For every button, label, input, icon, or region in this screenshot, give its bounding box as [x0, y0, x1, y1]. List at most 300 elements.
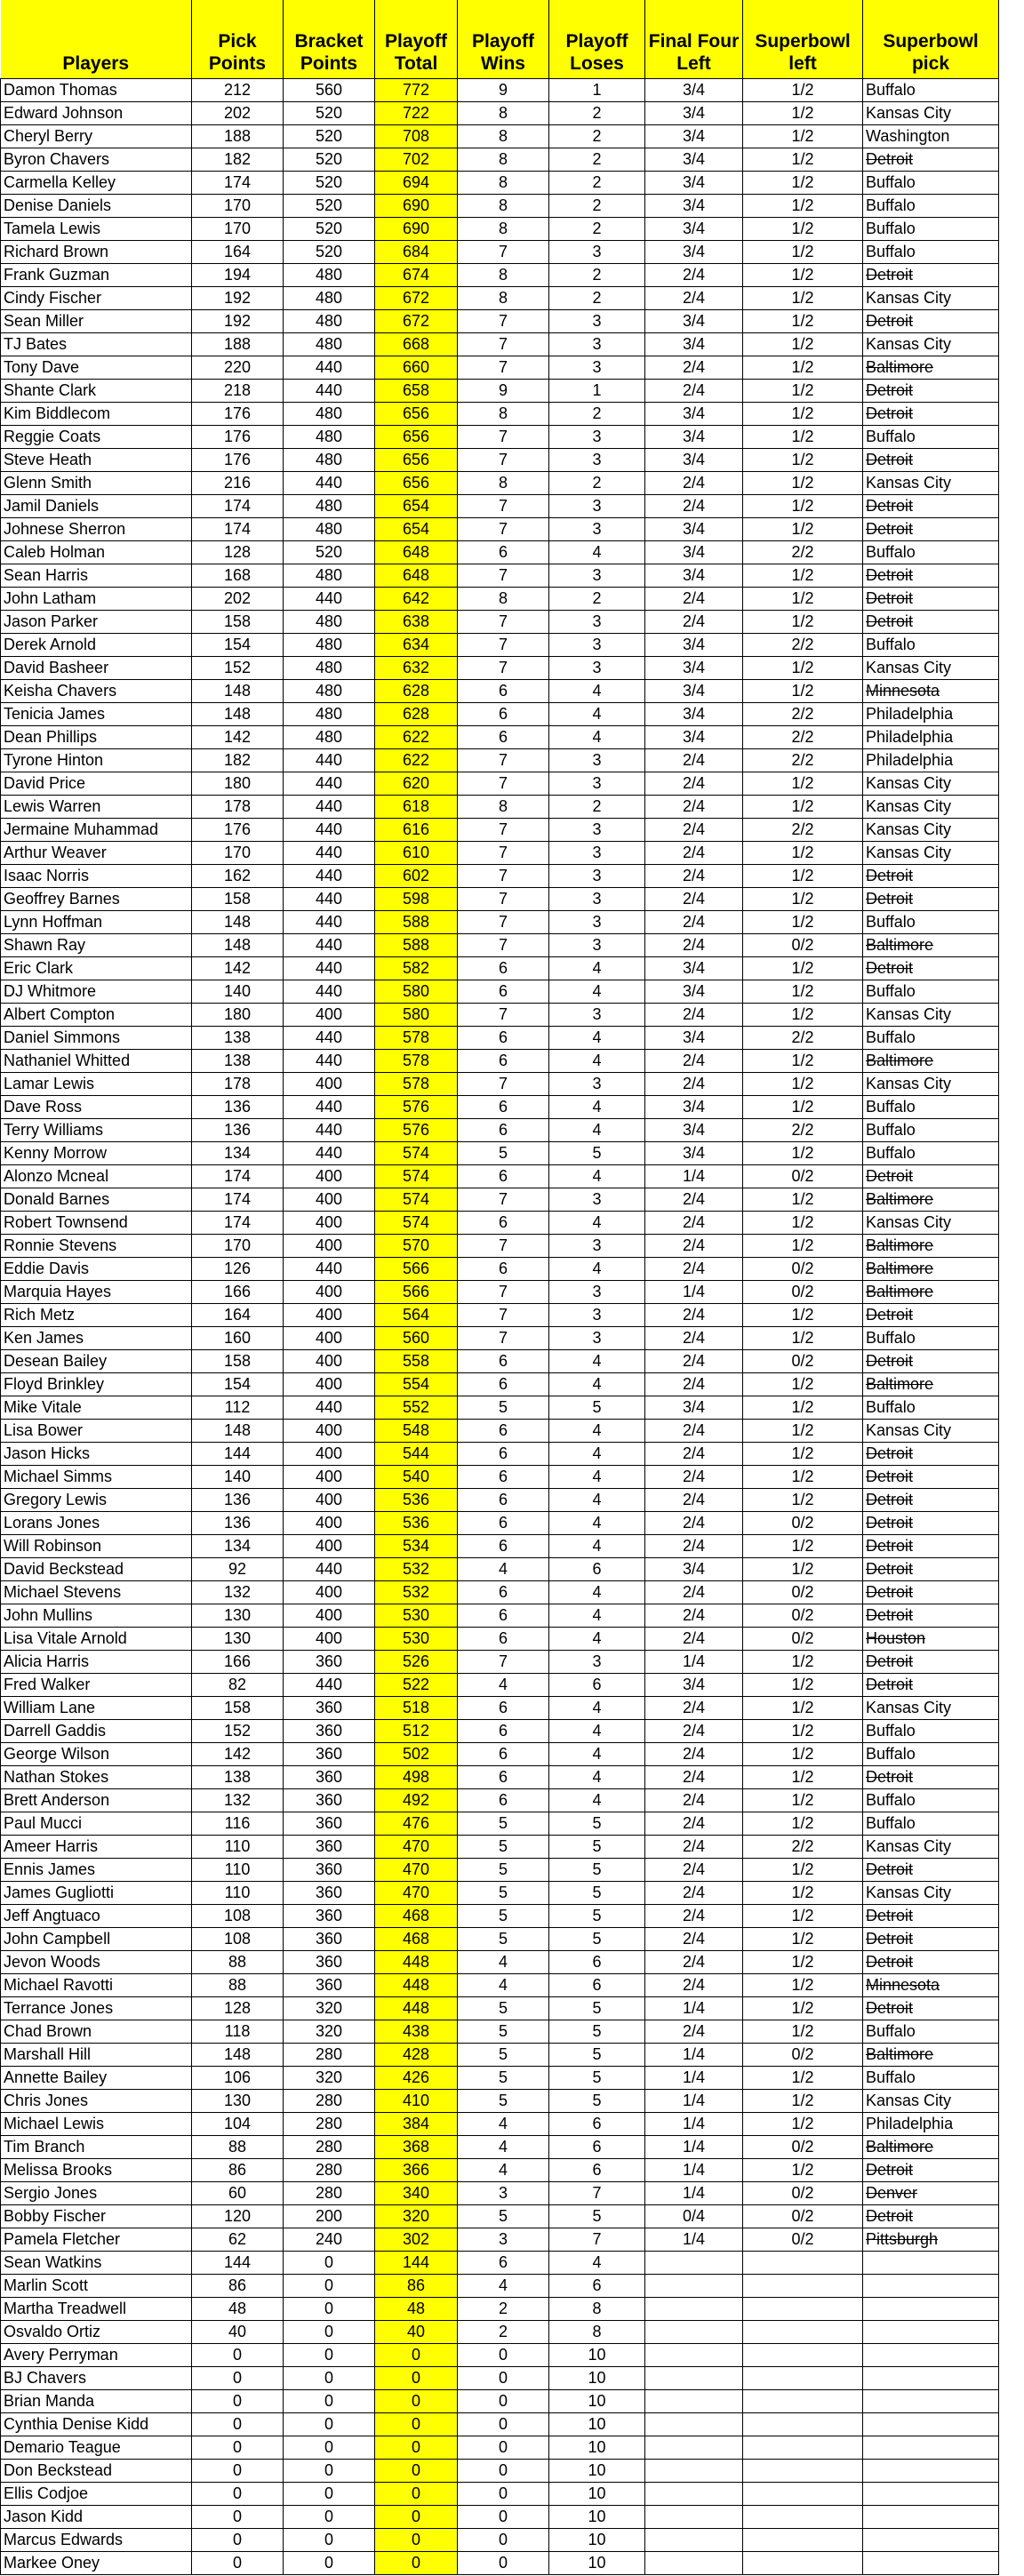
- superbowl-pick-cell: [863, 2275, 999, 2298]
- superbowl-pick-cell: Detroit: [863, 1512, 999, 1535]
- table-row: [1, 403, 999, 426]
- final-four-left-cell: 2/4: [645, 356, 743, 380]
- player-name-cell: Cheryl Berry: [1, 125, 192, 148]
- playoff-total-cell: 540: [375, 1466, 458, 1489]
- player-name-cell: Tony Dave: [1, 356, 192, 380]
- final-four-left-cell: 2/4: [645, 819, 743, 842]
- playoff-wins-cell: 0: [458, 2552, 549, 2575]
- player-name-cell: Rich Metz: [1, 1304, 192, 1327]
- player-name-cell: Bobby Fischer: [1, 2205, 192, 2228]
- superbowl-pick-cell: Detroit: [863, 1489, 999, 1512]
- playoff-wins-cell: 6: [458, 1489, 549, 1512]
- superbowl-pick-cell: Detroit: [863, 1928, 999, 1951]
- superbowl-left-cell: 1/2: [743, 1396, 863, 1420]
- final-four-left-cell: 3/4: [645, 79, 743, 102]
- superbowl-pick-cell: Detroit: [863, 1581, 999, 1604]
- playoff-loses-cell: 5: [549, 2044, 645, 2067]
- bracket-points-cell: 440: [284, 380, 375, 403]
- pick-points-cell: 136: [192, 1119, 284, 1142]
- pick-points-cell: 154: [192, 634, 284, 657]
- playoff-total-cell: 642: [375, 588, 458, 611]
- superbowl-pick-cell: Detroit: [863, 588, 999, 611]
- superbowl-left-cell: 1/2: [743, 426, 863, 449]
- superbowl-left-cell: 1/2: [743, 1535, 863, 1558]
- playoff-wins-cell: 6: [458, 680, 549, 703]
- playoff-total-cell: 656: [375, 449, 458, 472]
- bracket-points-cell: 480: [284, 634, 375, 657]
- final-four-left-cell: 2/4: [645, 1535, 743, 1558]
- pick-points-cell: 218: [192, 380, 284, 403]
- pick-points-cell: 170: [192, 842, 284, 865]
- playoff-wins-cell: 5: [458, 1396, 549, 1420]
- player-name-cell: Alicia Harris: [1, 1651, 192, 1674]
- superbowl-pick-cell: Buffalo: [863, 1142, 999, 1165]
- playoff-total-cell: 428: [375, 2044, 458, 2067]
- table-row: [1, 1882, 999, 1905]
- superbowl-left-cell: 1/2: [743, 148, 863, 172]
- playoff-total-cell: 580: [375, 980, 458, 1004]
- final-four-left-cell: 2/4: [645, 1258, 743, 1281]
- player-name-cell: Martha Treadwell: [1, 2298, 192, 2321]
- player-name-cell: Fred Walker: [1, 1674, 192, 1697]
- final-four-left-cell: 2/4: [645, 1489, 743, 1512]
- superbowl-left-cell: 0/2: [743, 1165, 863, 1188]
- table-row: [1, 1420, 999, 1443]
- playoff-wins-cell: 5: [458, 1905, 549, 1928]
- final-four-left-cell: [645, 2413, 743, 2436]
- playoff-loses-cell: 6: [549, 2159, 645, 2182]
- table-row: [1, 1674, 999, 1697]
- playoff-loses-cell: 3: [549, 772, 645, 796]
- superbowl-left-cell: 1/2: [743, 1489, 863, 1512]
- playoff-loses-cell: 4: [549, 980, 645, 1004]
- playoff-wins-cell: 5: [458, 1928, 549, 1951]
- table-row: [1, 1558, 999, 1581]
- superbowl-pick-cell: Detroit: [863, 310, 999, 333]
- playoff-loses-cell: 3: [549, 911, 645, 934]
- table-row: [1, 1188, 999, 1212]
- playoff-loses-cell: 7: [549, 2182, 645, 2205]
- bracket-points-cell: 560: [284, 79, 375, 102]
- playoff-loses-cell: 10: [549, 2390, 645, 2413]
- player-name-cell: Ken James: [1, 1327, 192, 1350]
- table-row: [1, 1396, 999, 1420]
- playoff-total-cell: 578: [375, 1050, 458, 1073]
- final-four-left-cell: 3/4: [645, 241, 743, 264]
- pick-points-cell: 86: [192, 2159, 284, 2182]
- superbowl-left-cell: 1/2: [743, 1766, 863, 1789]
- playoff-loses-cell: 4: [549, 1697, 645, 1720]
- superbowl-pick-cell: Kansas City: [863, 1882, 999, 1905]
- playoff-loses-cell: 3: [549, 518, 645, 541]
- pick-points-cell: 120: [192, 2205, 284, 2228]
- playoff-total-cell: 708: [375, 125, 458, 148]
- pick-points-cell: 178: [192, 1073, 284, 1096]
- playoff-loses-cell: 4: [549, 1443, 645, 1466]
- final-four-left-cell: 2/4: [645, 2020, 743, 2044]
- bracket-points-cell: 360: [284, 1789, 375, 1812]
- superbowl-left-cell: 1/2: [743, 1050, 863, 1073]
- playoff-wins-cell: 5: [458, 2044, 549, 2067]
- table-row: [1, 1743, 999, 1766]
- playoff-total-cell: 674: [375, 264, 458, 287]
- final-four-left-cell: 2/4: [645, 264, 743, 287]
- table-row: [1, 657, 999, 680]
- table-row: [1, 726, 999, 749]
- table-row: [1, 611, 999, 634]
- superbowl-left-cell: 1/2: [743, 796, 863, 819]
- playoff-wins-cell: 6: [458, 1789, 549, 1812]
- playoff-wins-cell: 7: [458, 1188, 549, 1212]
- final-four-left-cell: 3/4: [645, 957, 743, 980]
- playoff-wins-cell: 6: [458, 1535, 549, 1558]
- playoff-wins-cell: 7: [458, 356, 549, 380]
- table-row: [1, 1812, 999, 1836]
- playoff-loses-cell: 3: [549, 1281, 645, 1304]
- playoff-loses-cell: 6: [549, 2113, 645, 2136]
- bracket-points-cell: 520: [284, 218, 375, 241]
- table-row: [1, 588, 999, 611]
- final-four-left-cell: 1/4: [645, 2182, 743, 2205]
- pick-points-cell: 104: [192, 2113, 284, 2136]
- bracket-points-cell: 360: [284, 1836, 375, 1859]
- playoff-total-cell: 576: [375, 1096, 458, 1119]
- superbowl-pick-cell: Detroit: [863, 1304, 999, 1327]
- player-name-cell: Sergio Jones: [1, 2182, 192, 2205]
- bracket-points-cell: 360: [284, 1974, 375, 1997]
- pick-points-cell: 0: [192, 2436, 284, 2460]
- superbowl-pick-cell: Pittsburgh: [863, 2228, 999, 2252]
- table-row: [1, 1720, 999, 1743]
- superbowl-pick-cell: Kansas City: [863, 2090, 999, 2113]
- superbowl-left-cell: 1/2: [743, 1004, 863, 1027]
- final-four-left-cell: 2/4: [645, 888, 743, 911]
- playoff-total-cell: 694: [375, 172, 458, 195]
- playoff-wins-cell: 6: [458, 1119, 549, 1142]
- playoff-loses-cell: 2: [549, 287, 645, 310]
- playoff-loses-cell: 4: [549, 1420, 645, 1443]
- bracket-points-cell: 440: [284, 865, 375, 888]
- playoff-loses-cell: 3: [549, 495, 645, 518]
- playoff-loses-cell: 4: [549, 957, 645, 980]
- superbowl-left-cell: 1/2: [743, 1373, 863, 1396]
- playoff-loses-cell: 2: [549, 195, 645, 218]
- playoff-wins-cell: 6: [458, 1165, 549, 1188]
- player-name-cell: Tim Branch: [1, 2136, 192, 2159]
- playoff-total-cell: 144: [375, 2252, 458, 2275]
- final-four-left-cell: 2/4: [645, 911, 743, 934]
- bracket-points-cell: 400: [284, 1304, 375, 1327]
- playoff-wins-cell: 6: [458, 957, 549, 980]
- pick-points-cell: 188: [192, 333, 284, 356]
- final-four-left-cell: [645, 2460, 743, 2483]
- playoff-loses-cell: 6: [549, 1951, 645, 1974]
- superbowl-pick-cell: Philadelphia: [863, 749, 999, 772]
- table-row: [1, 2390, 999, 2413]
- header-playoff-loses: Playoff Loses: [549, 0, 645, 79]
- table-row: [1, 1142, 999, 1165]
- pick-points-cell: 0: [192, 2413, 284, 2436]
- player-name-cell: Alonzo Mcneal: [1, 1165, 192, 1188]
- bracket-points-cell: 0: [284, 2321, 375, 2344]
- playoff-wins-cell: 6: [458, 726, 549, 749]
- playoff-loses-cell: 3: [549, 310, 645, 333]
- bracket-points-cell: 440: [284, 911, 375, 934]
- playoff-total-cell: 530: [375, 1628, 458, 1651]
- playoff-total-cell: 638: [375, 611, 458, 634]
- final-four-left-cell: 2/4: [645, 772, 743, 796]
- playoff-total-cell: 0: [375, 2390, 458, 2413]
- player-name-cell: Brian Manda: [1, 2390, 192, 2413]
- bracket-points-cell: 0: [284, 2552, 375, 2575]
- table-row: [1, 2113, 999, 2136]
- superbowl-pick-cell: Detroit: [863, 495, 999, 518]
- playoff-loses-cell: 4: [549, 1743, 645, 1766]
- final-four-left-cell: 3/4: [645, 172, 743, 195]
- playoff-total-cell: 672: [375, 287, 458, 310]
- pick-points-cell: 158: [192, 1697, 284, 1720]
- table-row: [1, 1119, 999, 1142]
- bracket-points-cell: 480: [284, 310, 375, 333]
- superbowl-pick-cell: Baltimore: [863, 1235, 999, 1258]
- final-four-left-cell: 2/4: [645, 1443, 743, 1466]
- superbowl-pick-cell: Buffalo: [863, 1743, 999, 1766]
- playoff-wins-cell: 0: [458, 2460, 549, 2483]
- playoff-loses-cell: 10: [549, 2413, 645, 2436]
- bracket-points-cell: 400: [284, 1212, 375, 1235]
- table-row: [1, 2436, 999, 2460]
- superbowl-left-cell: [743, 2321, 863, 2344]
- pick-points-cell: 138: [192, 1766, 284, 1789]
- playoff-loses-cell: 4: [549, 1212, 645, 1235]
- superbowl-left-cell: 1/2: [743, 842, 863, 865]
- table-row: [1, 564, 999, 588]
- superbowl-pick-cell: Detroit: [863, 1859, 999, 1882]
- playoff-loses-cell: 5: [549, 1836, 645, 1859]
- playoff-loses-cell: 4: [549, 541, 645, 564]
- superbowl-left-cell: [743, 2483, 863, 2506]
- superbowl-pick-cell: Detroit: [863, 264, 999, 287]
- bracket-points-cell: 440: [284, 772, 375, 796]
- playoff-total-cell: 340: [375, 2182, 458, 2205]
- bracket-points-cell: 400: [284, 1628, 375, 1651]
- playoff-wins-cell: 7: [458, 310, 549, 333]
- final-four-left-cell: 2/4: [645, 495, 743, 518]
- superbowl-left-cell: 1/2: [743, 1743, 863, 1766]
- table-row: [1, 1836, 999, 1859]
- playoff-wins-cell: 9: [458, 79, 549, 102]
- playoff-total-cell: 574: [375, 1142, 458, 1165]
- pick-points-cell: 148: [192, 703, 284, 726]
- bracket-points-cell: 0: [284, 2367, 375, 2390]
- playoff-total-cell: 0: [375, 2436, 458, 2460]
- bracket-points-cell: 440: [284, 796, 375, 819]
- playoff-wins-cell: 6: [458, 1720, 549, 1743]
- table-row: [1, 911, 999, 934]
- playoff-wins-cell: 9: [458, 380, 549, 403]
- table-row: [1, 356, 999, 380]
- playoff-loses-cell: 3: [549, 1073, 645, 1096]
- player-name-cell: Richard Brown: [1, 241, 192, 264]
- superbowl-pick-cell: Buffalo: [863, 911, 999, 934]
- playoff-loses-cell: 4: [549, 1535, 645, 1558]
- bracket-points-cell: 480: [284, 333, 375, 356]
- table-row: [1, 1466, 999, 1489]
- superbowl-pick-cell: Buffalo: [863, 241, 999, 264]
- player-name-cell: David Basheer: [1, 657, 192, 680]
- pick-points-cell: 170: [192, 218, 284, 241]
- superbowl-pick-cell: [863, 2367, 999, 2390]
- final-four-left-cell: 3/4: [645, 980, 743, 1004]
- final-four-left-cell: 2/4: [645, 865, 743, 888]
- superbowl-pick-cell: Baltimore: [863, 356, 999, 380]
- bracket-points-cell: 480: [284, 426, 375, 449]
- superbowl-pick-cell: Detroit: [863, 611, 999, 634]
- bracket-points-cell: 400: [284, 1327, 375, 1350]
- final-four-left-cell: [645, 2321, 743, 2344]
- table-row: [1, 1165, 999, 1188]
- bracket-points-cell: 400: [284, 1420, 375, 1443]
- pick-points-cell: 192: [192, 287, 284, 310]
- final-four-left-cell: 2/4: [645, 1720, 743, 1743]
- bracket-points-cell: 0: [284, 2390, 375, 2413]
- pick-points-cell: 144: [192, 1443, 284, 1466]
- table-row: [1, 1581, 999, 1604]
- pick-points-cell: 170: [192, 1235, 284, 1258]
- superbowl-left-cell: 1/2: [743, 172, 863, 195]
- superbowl-left-cell: 1/2: [743, 472, 863, 495]
- table-row: [1, 888, 999, 911]
- header-playoff-wins: Playoff Wins: [458, 0, 549, 79]
- bracket-points-cell: 400: [284, 1512, 375, 1535]
- final-four-left-cell: 3/4: [645, 1558, 743, 1581]
- playoff-total-cell: 722: [375, 102, 458, 125]
- final-four-left-cell: 2/4: [645, 1050, 743, 1073]
- superbowl-pick-cell: Philadelphia: [863, 2113, 999, 2136]
- playoff-wins-cell: 7: [458, 1235, 549, 1258]
- superbowl-left-cell: 1/2: [743, 1212, 863, 1235]
- playoff-total-cell: 470: [375, 1882, 458, 1905]
- superbowl-pick-cell: Minnesota: [863, 680, 999, 703]
- playoff-wins-cell: 7: [458, 934, 549, 957]
- superbowl-left-cell: 1/2: [743, 449, 863, 472]
- playoff-wins-cell: 7: [458, 865, 549, 888]
- pick-points-cell: 148: [192, 2044, 284, 2067]
- pick-points-cell: 60: [192, 2182, 284, 2205]
- superbowl-left-cell: 1/2: [743, 333, 863, 356]
- final-four-left-cell: 1/4: [645, 2044, 743, 2067]
- superbowl-pick-cell: Detroit: [863, 403, 999, 426]
- superbowl-left-cell: 1/2: [743, 1951, 863, 1974]
- pick-points-cell: 164: [192, 241, 284, 264]
- playoff-total-cell: 580: [375, 1004, 458, 1027]
- pick-points-cell: 86: [192, 2275, 284, 2298]
- player-name-cell: David Price: [1, 772, 192, 796]
- superbowl-left-cell: 1/2: [743, 980, 863, 1004]
- table-row: [1, 2344, 999, 2367]
- player-name-cell: William Lane: [1, 1697, 192, 1720]
- playoff-wins-cell: 6: [458, 703, 549, 726]
- superbowl-pick-cell: Detroit: [863, 1466, 999, 1489]
- bracket-points-cell: 280: [284, 2044, 375, 2067]
- superbowl-left-cell: 0/2: [743, 1258, 863, 1281]
- playoff-wins-cell: 7: [458, 518, 549, 541]
- playoff-loses-cell: 3: [549, 426, 645, 449]
- table-row: [1, 333, 999, 356]
- playoff-wins-cell: 7: [458, 1327, 549, 1350]
- player-name-cell: Chris Jones: [1, 2090, 192, 2113]
- superbowl-left-cell: 1/2: [743, 241, 863, 264]
- pick-points-cell: 108: [192, 1905, 284, 1928]
- table-row: [1, 1235, 999, 1258]
- playoff-loses-cell: 10: [549, 2552, 645, 2575]
- bracket-points-cell: 0: [284, 2436, 375, 2460]
- bracket-points-cell: 280: [284, 2159, 375, 2182]
- playoff-total-cell: 532: [375, 1558, 458, 1581]
- playoff-wins-cell: 5: [458, 1812, 549, 1836]
- playoff-total-cell: 656: [375, 472, 458, 495]
- playoff-loses-cell: 6: [549, 1974, 645, 1997]
- playoff-loses-cell: 3: [549, 1188, 645, 1212]
- table-row: [1, 1951, 999, 1974]
- playoff-wins-cell: 0: [458, 2506, 549, 2529]
- superbowl-pick-cell: Buffalo: [863, 1096, 999, 1119]
- superbowl-pick-cell: Detroit: [863, 1766, 999, 1789]
- playoff-loses-cell: 3: [549, 241, 645, 264]
- playoff-total-cell: 438: [375, 2020, 458, 2044]
- playoff-total-cell: 658: [375, 380, 458, 403]
- playoff-total-cell: 654: [375, 495, 458, 518]
- playoff-total-cell: 668: [375, 333, 458, 356]
- final-four-left-cell: 3/4: [645, 541, 743, 564]
- header-superbowl-pick: Superbowl pick: [863, 0, 999, 79]
- superbowl-pick-cell: Detroit: [863, 1443, 999, 1466]
- table-row: [1, 819, 999, 842]
- superbowl-left-cell: 1/2: [743, 1235, 863, 1258]
- superbowl-pick-cell: Kansas City: [863, 287, 999, 310]
- playoff-loses-cell: 6: [549, 1558, 645, 1581]
- playoff-total-cell: 0: [375, 2344, 458, 2367]
- playoff-wins-cell: 7: [458, 1073, 549, 1096]
- bracket-points-cell: 480: [284, 703, 375, 726]
- superbowl-left-cell: 1/2: [743, 1096, 863, 1119]
- pick-points-cell: 116: [192, 1812, 284, 1836]
- superbowl-pick-cell: Buffalo: [863, 2020, 999, 2044]
- pick-points-cell: 118: [192, 2020, 284, 2044]
- superbowl-left-cell: 1/2: [743, 911, 863, 934]
- playoff-wins-cell: 6: [458, 1581, 549, 1604]
- player-name-cell: Robert Townsend: [1, 1212, 192, 1235]
- superbowl-left-cell: [743, 2529, 863, 2552]
- playoff-loses-cell: 10: [549, 2506, 645, 2529]
- playoff-wins-cell: 8: [458, 148, 549, 172]
- table-row: [1, 2228, 999, 2252]
- playoff-loses-cell: 4: [549, 1466, 645, 1489]
- superbowl-pick-cell: [863, 2298, 999, 2321]
- final-four-left-cell: 2/4: [645, 1073, 743, 1096]
- player-name-cell: Tyrone Hinton: [1, 749, 192, 772]
- playoff-wins-cell: 6: [458, 1258, 549, 1281]
- table-row: [1, 749, 999, 772]
- superbowl-left-cell: [743, 2413, 863, 2436]
- player-name-cell: Floyd Brinkley: [1, 1373, 192, 1396]
- superbowl-left-cell: 1/2: [743, 1327, 863, 1350]
- final-four-left-cell: 2/4: [645, 472, 743, 495]
- playoff-total-cell: 690: [375, 218, 458, 241]
- pick-points-cell: 180: [192, 1004, 284, 1027]
- bracket-points-cell: 440: [284, 1027, 375, 1050]
- table-row: [1, 1604, 999, 1628]
